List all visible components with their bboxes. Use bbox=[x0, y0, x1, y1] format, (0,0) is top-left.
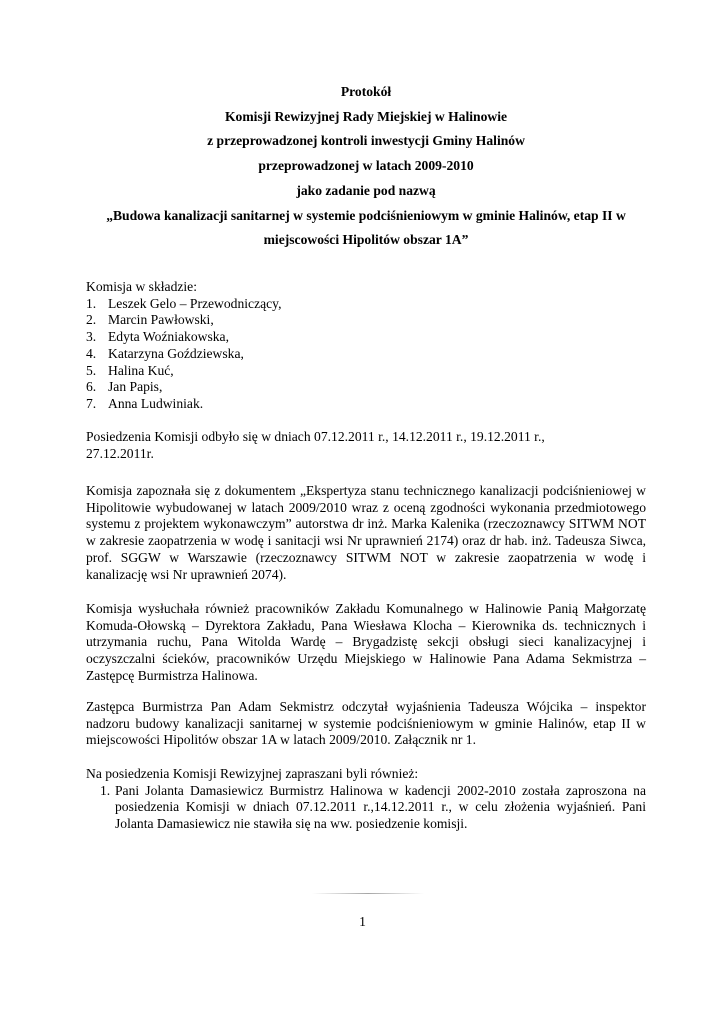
committee-intro: Komisja w składzie: bbox=[86, 279, 197, 294]
title-years: przeprowadzonej w latach 2009-2010 bbox=[258, 158, 474, 174]
title-project-line1: „Budowa kanalizacji sanitarnej w systemie podciśnieniowym w gminie Halinów, etap II w bbox=[106, 207, 626, 223]
title-committee: Komisji Rewizyjnej Rady Miejskiej w Halinowie bbox=[224, 108, 508, 124]
title-protocol: Protokół bbox=[340, 84, 392, 99]
title-inspection: z przeprowadzonej kontroli inwestycji Gminy Halinów bbox=[207, 133, 525, 149]
list-item: 2. Marcin Pawłowski, bbox=[86, 312, 214, 328]
meetings-paragraph-block bbox=[86, 429, 596, 462]
expertise-paragraph: Komisja zapoznała się z dokumentem „Ekspertyza stanu technicznego kanalizacji podciśnieniowej w Hipolitowie wybudowanej w latach 2009/2010 wraz z oceną zgodności wykonania przedmiotowego systemu z projektem wykonawczym” autorstwa dr inż. Marka Kalenika (rzeczoznawcy SITWM NOT w zakresie zaopatrzenia w wodę i sanitacji wsi Nr uprawnień 2174) oraz dr hab. inż. Tadeusza Siwca, prof. SGGW w Warszawie (rzeczoznawcy SITWM NOT w zakresie zaopatrzenia w wodę i kanalizację wsi Nr uprawnień 2074). bbox=[86, 483, 646, 582]
list-item: 1. Pani Jolanta Damasiewicz Burmistrz Halinowa w kadencji 2002-2010 została zaproszona na posiedzenia Komisji w dniach 07.12.2011 r.,14.12.2011 r., w celu złożenia wyjaśnień. Pani Jolanta Damasiewicz nie stawiła się na ww. posiedzenie komisji. bbox=[100, 782, 646, 832]
list-item: 6. Jan Papis, bbox=[86, 379, 163, 395]
heard-paragraph-block bbox=[86, 601, 646, 685]
list-item: 5. Halina Kuć, bbox=[86, 362, 174, 378]
invited-intro: Na posiedzenia Komisji Rewizyjnej zapraszani byli również: bbox=[86, 766, 419, 781]
expertise-paragraph-block bbox=[86, 483, 646, 583]
document-header bbox=[86, 84, 646, 249]
list-item: 1. Leszek Gelo – Przewodniczący, bbox=[86, 295, 282, 311]
invited-list bbox=[86, 783, 646, 833]
invited-section bbox=[86, 766, 646, 833]
title-task: jako zadanie pod nazwą bbox=[296, 182, 436, 198]
heard-paragraph: Komisja wysłuchała również pracowników Zakładu Komunalnego w Halinowie Panią Małgorzatę Komuda-Ołowską – Dyrektora Zakładu, Pana Wiesława Klocha – Kierownika ds. technicznych i utrzymania ruchu, Pana Witolda Wardę – Brygadzistę sekcji obsługi sieci kanalizacyjnej i oczyszczalni ścieków, pracowników Urzędu Miejskiego w Halinowie Pana Adama Sekmistrza – Zastępcę Burmistrza Halinowa. bbox=[86, 601, 646, 683]
list-item: 3. Edyta Woźniakowska, bbox=[86, 329, 229, 345]
meetings-paragraph: Posiedzenia Komisji odbyło się w dniach 07.12.2011 r., 14.12.2011 r., 19.12.2011 r., 27.12.2011r. bbox=[86, 429, 545, 461]
committee-section bbox=[86, 279, 646, 413]
list-item: 4. Katarzyna Goździewska, bbox=[86, 345, 244, 361]
footer-divider bbox=[312, 893, 424, 894]
page-number: 1 bbox=[359, 914, 366, 929]
deputy-paragraph: Zastępca Burmistrza Pan Adam Sekmistrz odczytał wyjaśnienia Tadeusza Wójcika – inspektor nadzoru budowy kanalizacji sanitarnej w systemie podciśnieniowym w gminie Halinów, etap II w miejscowości Hipolitów obszar 1A w latach 2009/2010. Załącznik nr 1. bbox=[86, 699, 646, 748]
committee-members-list bbox=[86, 296, 646, 413]
title-project-line2: miejscowości Hipolitów obszar 1A” bbox=[263, 232, 469, 248]
deputy-paragraph-block bbox=[86, 699, 646, 749]
list-item: 7. Anna Ludwiniak. bbox=[86, 395, 204, 411]
